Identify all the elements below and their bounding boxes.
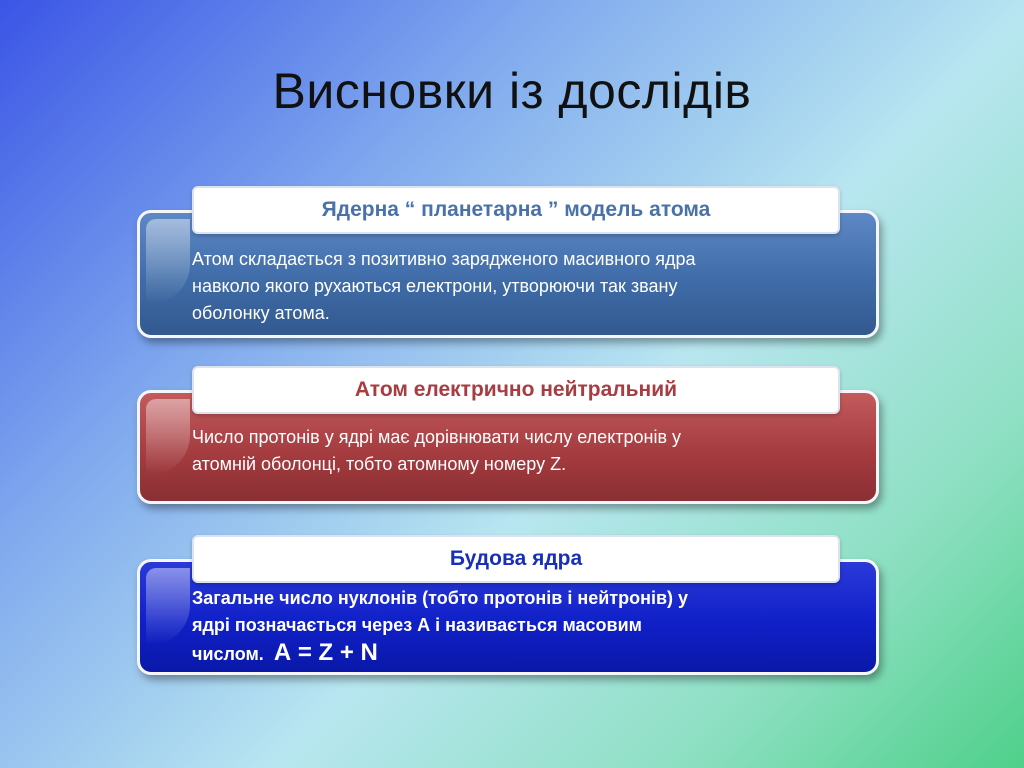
card-text-line-with-formula <box>192 639 842 668</box>
card-text <box>192 585 842 668</box>
card-text-line: атомній оболонці, тобто атомному номеру Z. <box>192 454 567 474</box>
card-text-line: Число протонів у ядрі має дорівнювати числу електронів у <box>192 427 682 447</box>
card-shine-decoration <box>146 568 190 645</box>
slide-title: Висновки із дослідів <box>272 63 752 119</box>
card-text-line: числом. <box>192 644 264 664</box>
card-text-line: Загальне число нуклонів (тобто протонів і нейтронів) у <box>192 588 689 608</box>
card-text-line: навколо якого рухаються електрони, утворюючи так звану <box>192 276 678 296</box>
card-shine-decoration <box>146 219 190 304</box>
card-header: Атом електрично нейтральний <box>192 366 840 414</box>
card-text-line: оболонку атома. <box>192 303 330 323</box>
card-text <box>192 246 842 327</box>
card-text-line: Атом складається з позитивно зарядженого масивного ядра <box>192 249 696 269</box>
card-text <box>192 424 842 478</box>
card-header: Ядерна “ планетарна ” модель атома <box>192 186 840 234</box>
mass-number-formula: А = Z + N <box>273 639 378 666</box>
card-shine-decoration <box>146 399 190 475</box>
card-text-line: ядрі позначається через А і називається масовим <box>192 615 642 635</box>
card-header: Будова ядра <box>192 535 840 583</box>
